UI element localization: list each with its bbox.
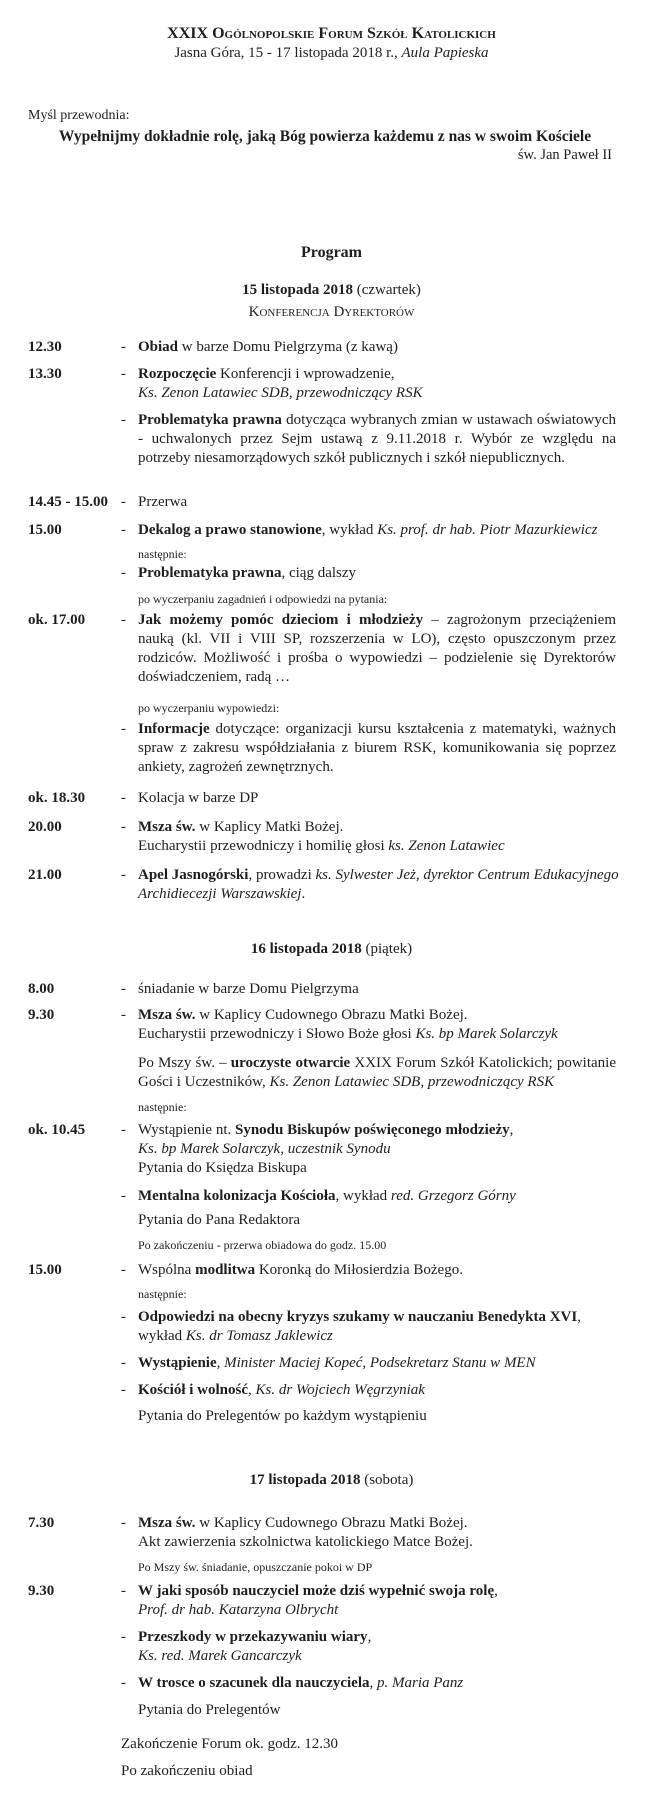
item-detail: , wykład <box>335 1188 391 1204</box>
item-speaker: ks. Zenon Latawiec <box>388 838 505 854</box>
item-speaker: ks. Sylwester Jeż, dyrektor Centrum Edukacyjnego Archidiecezji Warszawskiej <box>138 867 619 902</box>
item-detail: Wystąpienie nt. <box>138 1122 235 1138</box>
item-time: 13.30 <box>28 366 62 382</box>
day-weekday: (sobota) <box>360 1472 414 1488</box>
item-title: Msza św. <box>138 1007 196 1023</box>
item-title: Przeszkody w przekazywaniu wiary <box>138 1629 368 1645</box>
item-note: po wyczerpaniu wypowiedzi: <box>138 701 280 715</box>
item-detail: w barze Domu Pielgrzyma (z kawą) <box>178 339 398 355</box>
subtitle-venue: Aula Papieska <box>401 45 489 61</box>
item-speaker: Ks. Zenon Latawiec SDB, przewodniczący RSK <box>138 385 423 401</box>
item-detail: , <box>216 1355 225 1371</box>
item-detail: , <box>509 1122 514 1138</box>
motto-author: św. Jan Paweł II <box>517 147 612 163</box>
item-detail: , prowadzi <box>248 867 316 883</box>
item-title: Rozpoczęcie <box>138 366 217 382</box>
item-plain: Pytania do Prelegentów po każdym wystąpieniu <box>138 1408 427 1424</box>
item-dash: - <box>121 1309 126 1325</box>
item-text <box>138 338 638 357</box>
item-detail: dotycząca wybranych zmian w ustawach oświatowych - uchwalonych przez Sejm ustawą z 9.11.2018 r. Wybór ze względu na potrzeby niesamorządowych szkół publicznych i szkół niepublicznych. <box>138 412 616 466</box>
item-time: 15.00 <box>28 522 62 538</box>
item-text <box>138 1582 638 1620</box>
item-detail: , <box>494 1583 498 1599</box>
item-text <box>138 818 638 856</box>
item-time: 9.30 <box>28 1583 55 1599</box>
item-text <box>138 1514 638 1552</box>
item-dash: - <box>121 1122 126 1138</box>
day-weekday: (piątek) <box>361 941 413 957</box>
item-dash: - <box>121 721 126 737</box>
item-text <box>138 1054 616 1092</box>
item-text: śniadanie w barze Domu Pielgrzyma <box>138 981 359 997</box>
item-note: Po Mszy św. śniadanie, opuszczanie pokoi w DP <box>138 1560 373 1574</box>
item-speaker: Minister Maciej Kopeć, Podsekretarz Stanu w MEN <box>224 1355 536 1371</box>
item-time: 20.00 <box>28 819 62 835</box>
item-time: 15.00 <box>28 1262 62 1278</box>
item-dash: - <box>121 1382 126 1398</box>
item-detail: Wspólna <box>138 1262 196 1278</box>
item-speaker: Ks. Zenon Latawiec SDB, przewodniczący RSK <box>269 1074 555 1090</box>
item-dash: - <box>121 1515 126 1531</box>
title-forum-name: Ogólnopolskie Forum Szkół Katolickich <box>212 25 496 42</box>
document-title <box>0 24 663 44</box>
item-detail: Akt zawierzenia szkolnictwa katolickiego Matce Bożej. <box>138 1534 473 1550</box>
day-subtitle: Konferencja Dyrektorów <box>248 304 415 320</box>
item-time: 7.30 <box>28 1515 55 1531</box>
subtitle-place-date: Jasna Góra, 15 - 17 listopada 2018 r., <box>174 45 402 61</box>
item-time: ok. 10.45 <box>28 1122 86 1138</box>
day-heading <box>0 1470 663 1490</box>
item-title: Odpowiedzi na obecny kryzys szukamy w nauczaniu Benedykta XVI <box>138 1309 578 1325</box>
item-detail: Eucharystii przewodniczy i Słowo Boże głosi <box>138 1026 416 1042</box>
item-speaker: Ks. dr Tomasz Jaklewicz <box>185 1328 333 1344</box>
item-followup: Pytania do Pana Redaktora <box>138 1212 301 1228</box>
item-detail: Eucharystii przewodniczy i homilię głosi <box>138 838 389 854</box>
item-detail: . <box>301 886 306 902</box>
item-title: Msza św. <box>138 819 196 835</box>
day-heading <box>0 280 663 300</box>
item-text <box>138 1628 638 1666</box>
item-title: Kościół i wolność <box>138 1382 249 1398</box>
item-dash: - <box>121 1583 126 1599</box>
item-text <box>138 611 616 687</box>
item-title: uroczyste otwarcie <box>230 1055 351 1071</box>
item-dash: - <box>121 339 126 355</box>
item-detail: Po Mszy św. – <box>138 1055 231 1071</box>
item-note: następnie: <box>138 1287 187 1301</box>
item-detail: , wykład <box>321 522 378 538</box>
item-dash: - <box>121 981 126 997</box>
document-subtitle <box>0 43 663 63</box>
closing-line: Zakończenie Forum ok. godz. 12.30 <box>121 1736 339 1752</box>
item-detail: Koronką do Miłosierdzia Bożego. <box>255 1262 463 1278</box>
item-title: modlitwa <box>195 1262 256 1278</box>
item-detail: – zagrożonym przeciążeniem nauką (kl. VII i VIII SP, rozszerzenia w LO), często opuszczonym przez rodziców. Możliwość i prośba o wypowiedzi – podzielenie się Dyrektorów doświadczeniem, radą … <box>138 612 616 685</box>
item-text: Przerwa <box>138 494 188 510</box>
item-title: Problematyka prawna <box>138 412 282 428</box>
item-time: 12.30 <box>28 339 62 355</box>
item-title: Msza św. <box>138 1515 196 1531</box>
item-detail: w Kaplicy Cudownego Obrazu Matki Bożej. <box>195 1515 468 1531</box>
item-plain: Pytania do Prelegentów <box>138 1702 281 1718</box>
item-text <box>138 1006 638 1044</box>
item-title: Informacje <box>138 721 210 737</box>
item-detail: , <box>369 1675 378 1691</box>
item-detail: , ciąg dalszy <box>281 565 357 581</box>
item-text <box>138 521 638 540</box>
title-edition: XXIX <box>167 25 213 42</box>
item-note: następnie: <box>138 1100 187 1114</box>
item-detail: w Kaplicy Cudownego Obrazu Matki Bożej. <box>195 1007 468 1023</box>
item-text <box>138 411 616 468</box>
item-dash: - <box>121 790 126 806</box>
day-heading <box>0 939 663 959</box>
item-dash: - <box>121 1355 126 1371</box>
day-date: 15 listopada 2018 <box>242 282 353 298</box>
motto-text: Wypełnijmy dokładnie rolę, jaką Bóg powierza każdemu z nas w swoim Kościele <box>58 128 592 145</box>
item-dash: - <box>121 1188 126 1204</box>
item-title: W jaki sposób nauczyciel może dziś wypełnić swoja rolę <box>138 1583 495 1599</box>
item-dash: - <box>121 867 126 883</box>
item-title: Jak możemy pomóc dzieciom i młodzieży <box>138 612 424 628</box>
item-dash: - <box>121 819 126 835</box>
item-detail: XXIX Forum Szkół Katolickich; powitanie Gości i Uczestników, <box>138 1055 616 1090</box>
item-detail: , <box>577 1309 581 1325</box>
motto-label: Myśl przewodnia: <box>28 108 130 123</box>
item-dash: - <box>121 1007 126 1023</box>
item-time: 21.00 <box>28 867 62 883</box>
item-title: Dekalog a prawo stanowione <box>138 522 322 538</box>
item-note: następnie: <box>138 547 187 561</box>
item-speaker: Ks. bp Marek Solarczyk <box>415 1026 558 1042</box>
item-dash: - <box>121 412 126 428</box>
item-dash: - <box>121 1629 126 1645</box>
item-text <box>138 564 638 583</box>
item-dash: - <box>121 494 126 510</box>
item-time: 14.45 - 15.00 <box>28 494 108 510</box>
item-text <box>138 1381 638 1400</box>
item-time: 8.00 <box>28 981 55 997</box>
item-dash: - <box>121 1675 126 1691</box>
item-title: W trosce o szacunek dla nauczyciela <box>138 1675 370 1691</box>
item-speaker: Prof. dr hab. Katarzyna Olbrycht <box>138 1602 339 1618</box>
item-time: 9.30 <box>28 1007 55 1023</box>
item-title: Mentalna kolonizacja Kościoła <box>138 1188 336 1204</box>
item-dash: - <box>121 612 126 628</box>
item-dash: - <box>121 1262 126 1278</box>
item-time: ok. 18.30 <box>28 790 86 806</box>
item-text <box>138 1121 638 1178</box>
item-text <box>138 365 638 403</box>
item-speaker: Ks. red. Marek Gancarczyk <box>138 1648 302 1664</box>
item-title: Wystąpienie <box>138 1355 217 1371</box>
item-time: ok. 17.00 <box>28 612 86 628</box>
item-text <box>138 866 638 904</box>
item-title: Synodu Biskupów poświęconego młodzieży <box>235 1122 510 1138</box>
item-detail: Pytania do Księdza Biskupa <box>138 1160 307 1176</box>
closing-line: Po zakończeniu obiad <box>121 1763 253 1779</box>
item-speaker: red. Grzegorz Górny <box>390 1188 516 1204</box>
item-dash: - <box>121 522 126 538</box>
day-date: 17 listopada 2018 <box>249 1472 361 1488</box>
item-note: po wyczerpaniu zagadnień i odpowiedzi na pytania: <box>138 592 388 606</box>
item-speaker: Ks. prof. dr hab. Piotr Mazurkiewicz <box>377 522 598 538</box>
item-speaker: Ks. bp Marek Solarczyk, uczestnik Synodu <box>138 1141 391 1157</box>
item-speaker: p. Maria Panz <box>377 1675 464 1691</box>
item-text <box>138 1261 638 1280</box>
item-dash: - <box>121 366 126 382</box>
item-detail: , <box>248 1382 256 1398</box>
day-date: 16 listopada 2018 <box>250 941 362 957</box>
item-dash: - <box>121 565 126 581</box>
item-detail: Konferencji i wprowadzenie, <box>216 366 395 382</box>
item-text <box>138 1354 638 1373</box>
item-detail: , <box>367 1629 372 1645</box>
item-title: Apel Jasnogórski <box>138 867 249 883</box>
item-detail: dotyczące: organizacji kursu kształcenia z matematyki, ważnych spraw z zakresu współdziałania z biurem RSK, komunikowania się poprzez ankiety, zagrożeń zewnętrznych. <box>138 721 616 775</box>
program-heading: Program <box>300 244 362 261</box>
item-text <box>138 720 616 777</box>
item-detail: w Kaplicy Matki Bożej. <box>195 819 344 835</box>
item-text <box>138 1674 638 1693</box>
item-text: Kolacja w barze DP <box>138 790 259 806</box>
day-weekday: (czwartek) <box>352 282 421 298</box>
item-title: Obiad <box>138 339 179 355</box>
item-text <box>138 1308 638 1346</box>
item-speaker: Ks. dr Wojciech Węgrzyniak <box>255 1382 425 1398</box>
item-note: Po zakończeniu - przerwa obiadowa do godz. 15.00 <box>138 1238 387 1252</box>
item-text <box>138 1187 638 1206</box>
item-title: Problematyka prawna <box>138 565 282 581</box>
item-detail: wykład <box>138 1328 186 1344</box>
